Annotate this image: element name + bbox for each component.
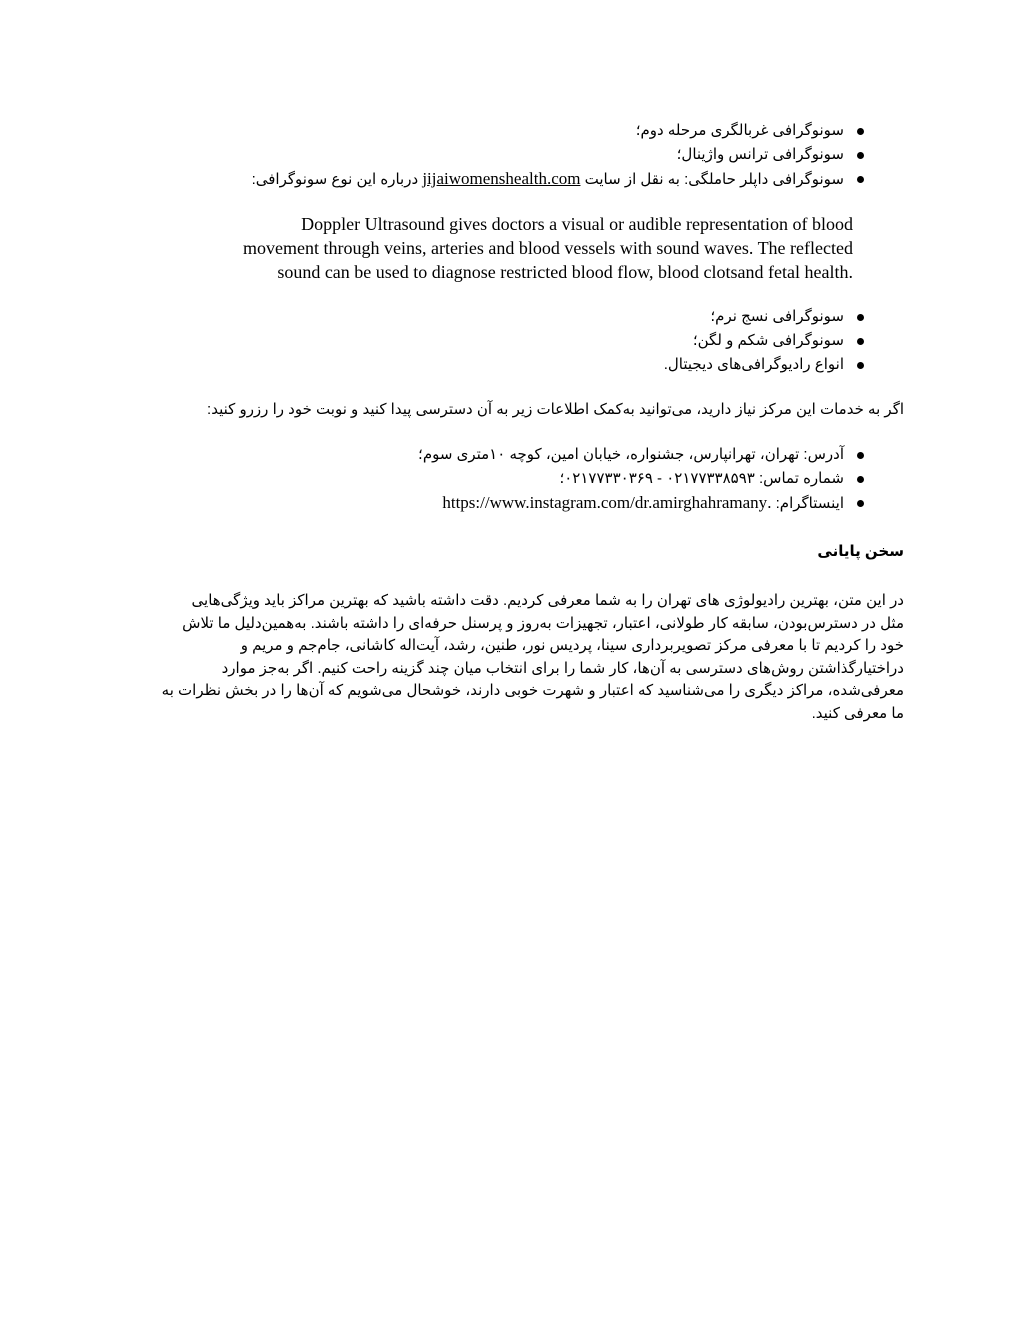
list-item: انواع رادیوگرافی‌های دیجیتال. xyxy=(664,353,844,377)
list-item: سونوگرافی شکم و لگن؛ xyxy=(664,329,844,353)
ultrasound-list-2 xyxy=(664,305,844,377)
bullet-icon xyxy=(857,452,864,459)
bullet-icon xyxy=(857,476,864,483)
contact-list xyxy=(418,443,844,515)
conclusion-paragraph: در این متن، بهترین رادیولوژی های تهران را به شما معرفی کردیم. دقت داشته باشید که بهترین مراکز باید ویژگی‌هایی مثل در دسترس‌بودن، سابقه کار طولانی، اعتبار، تجهیزات به‌روز و پرسنل حرفه‌ای را داشته باشند. به‌همین‌دلیل ما تلاش خود را کردیم تا با معرفی مرکز تصویربرداری سینا، پردیس نور، طنین، رشد، آیت‌اله کاشانی، جام‌جم و مریم و دراختیارگذاشتن روش‌های دسترسی به آن‌ها، کار شما را برای انتخاب میان چند گزینه راحت کنیم. اگر به‌جز موارد معرفی‌شده، مراکز دیگری را می‌شناسید که اعتبار و شهرت خوبی دارند، خوشحال می‌شویم که آن‌ها را در بخش نظرات به ما معرفی کنید. xyxy=(161,592,904,722)
list-item: سونوگرافی نسج نرم؛ xyxy=(664,305,844,329)
list-item: سونوگرافی ترانس واژینال؛ xyxy=(252,143,844,167)
contact-phone: شماره تماس: ۰۲۱۷۷۳۳۸۵۹۳ - ۰۲۱۷۷۳۳۰۳۶۹؛ xyxy=(418,467,844,491)
bullet-icon xyxy=(857,338,864,345)
bullet-icon xyxy=(857,152,864,159)
bullet-icon xyxy=(857,128,864,135)
contact-instagram: اینستاگرام: .https://www.instagram.com/dr.amirghahramany xyxy=(418,491,844,515)
section-heading: سخن پایانی xyxy=(817,543,904,560)
doppler-english-quote: Doppler Ultrasound gives doctors a visual or audible representation of blood movement through veins, arteries and blood vessels with sound waves. The reflected .sound can be used to diagnose restricted blood flow, blood clotsand fetal health xyxy=(242,214,853,282)
services-intro: اگر به خدمات این مرکز نیاز دارید، می‌توانید به‌کمک اطلاعات زیر به آن دسترسی پیدا کنید و نوبت خود را رزرو کنید: xyxy=(207,401,904,418)
bullet-icon xyxy=(857,500,864,507)
contact-address: آدرس: تهران، تهرانپارس، جشنواره، خیابان امین، کوچه ۱۰متری سوم؛ xyxy=(418,443,844,467)
instagram-link[interactable]: .https://www.instagram.com/dr.amirghahramany xyxy=(442,493,772,512)
bullet-icon xyxy=(857,362,864,369)
list-item-doppler: سونوگرافی داپلر حاملگی: به نقل از سایت jijaiwomenshealth.com درباره این نوع سونوگرافی: xyxy=(252,167,844,191)
bullet-icon xyxy=(857,314,864,321)
jijaiwomenshealth-link[interactable]: jijaiwomenshealth.com xyxy=(422,169,581,188)
bullet-icon xyxy=(857,176,864,183)
list-item: سونوگرافی غربالگری مرحله دوم؛ xyxy=(252,119,844,143)
ultrasound-list-1 xyxy=(252,119,844,191)
